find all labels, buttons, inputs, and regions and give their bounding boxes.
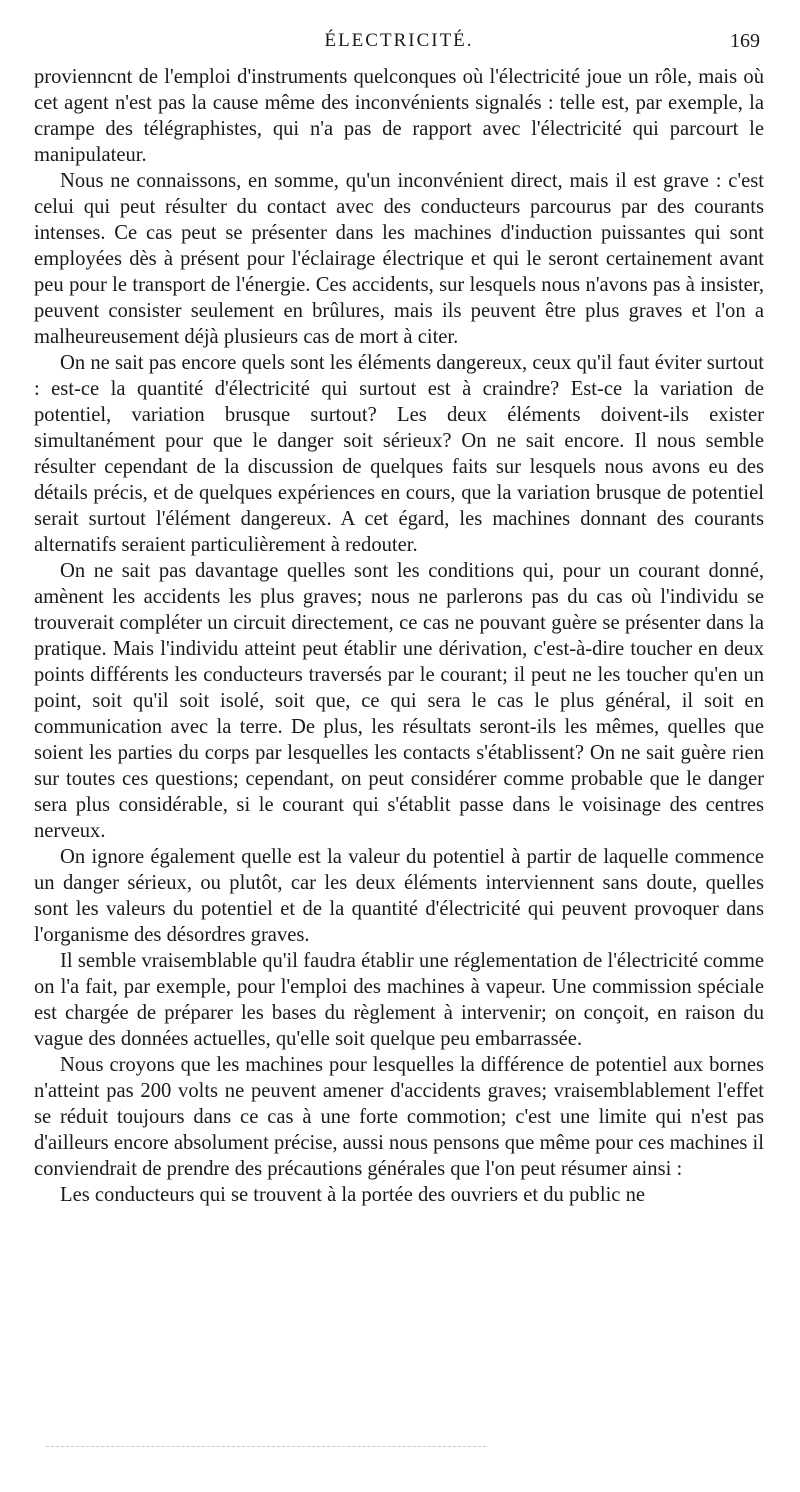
- paragraph: Les conducteurs qui se trouvent à la portée des ouvriers et du public ne: [60, 1184, 646, 1206]
- paragraph: On ne sait pas encore quels sont les éléments dangereux, ceux qu'il faut éviter surtout : est-ce la quantité d'électricité qui surtout est à craindre? Est-ce la variation de potentiel, variation brusque surtout? Les deux éléments doivent-ils exister simultanément pour que le danger soit sérieux? On ne sait encore. Il nous semble résulter cependant de la discussion de quelques faits sur lesquels nous avons eu des détails précis, et de quelques expériences en cours, que la variation brusque de potentiel serait surtout l'élément dangereux. A cet égard, les machines donnant des courants alternatifs seraient particulièrement à redouter.: [34, 352, 764, 556]
- paragraph: Nous ne connaissons, en somme, qu'un inconvénient direct, mais il est grave : c'est celui qui peut résulter du contact avec des conducteurs parcourus par des courants intenses. Ce cas peut se présenter dans les machines d'induction puissantes qui sont employées dès à présent pour l'éclairage électrique et qui le seront certainement avant peu pour le transport de l'énergie. Ces accidents, sur lesquels nous n'avons pas à insister, peuvent consister seulement en brûlures, mais ils peuvent être plus graves et l'on a malheureusement déjà plusieurs cas de mort à citer.: [34, 170, 764, 348]
- paragraph: Nous croyons que les machines pour lesquelles la différence de potentiel aux bornes n'atteint pas 200 volts ne peuvent amener d'accidents graves; vraisemblablement l'effet se réduit toujours dans ce cas à une forte commotion; c'est une limite qui n'est pas d'ailleurs encore absolument précise, aussi nous pensons que même pour ces machines il conviendrait de prendre des précautions générales que l'on peut résumer ainsi :: [34, 1054, 764, 1180]
- body-text: [34, 64, 764, 1208]
- paragraph: On ne sait pas davantage quelles sont les conditions qui, pour un courant donné, amènent les accidents les plus graves; nous ne parlerons pas du cas où l'individu se trouverait compléter un circuit directement, ce cas ne pouvant guère se présenter dans la pratique. Mais l'individu atteint peut établir une dérivation, c'est-à-dire toucher en deux points différents les conducteurs traversés par le courant; il peut ne les toucher qu'en un point, soit qu'il soit isolé, soit que, ce qui sera le cas le plus général, il soit en communication avec la terre. De plus, les résultats seront-ils les mêmes, quelles que soient les parties du corps par lesquelles les contacts s'établissent? On ne sait guère rien sur toutes ces questions; cependant, on peut considérer comme probable que le danger sera plus considérable, si le courant qui s'établit passe dans le voisinage des centres nerveux.: [34, 560, 764, 842]
- paragraph: On ignore également quelle est la valeur du potentiel à partir de laquelle commence un danger sérieux, ou plutôt, car les deux éléments interviennent sans doute, quelles sont les valeurs du potentiel et de la quantité d'électricité qui peuvent provoquer dans l'organisme des désordres graves.: [34, 846, 764, 946]
- running-head: [34, 30, 764, 56]
- page-number: 169: [730, 30, 760, 52]
- book-page: [34, 0, 764, 1492]
- footer-divider: [46, 1446, 486, 1447]
- paragraph: Il semble vraisemblable qu'il faudra établir une réglementation de l'électricité comme on l'a fait, par exemple, pour l'emploi des machines à vapeur. Une commission spéciale est chargée de préparer les bases du règlement à intervenir; on conçoit, en raison du vague des données actuelles, qu'elle soit quelque peu embarrassée.: [34, 950, 764, 1050]
- paragraph: provienncnt de l'emploi d'instruments quelconques où l'électricité joue un rôle, mais où cet agent n'est pas la cause même des inconvénients signalés : telle est, par exemple, la crampe des télégraphistes, qui n'a pas de rapport avec l'électricité qui parcourt le manipulateur.: [34, 66, 764, 166]
- running-title: ÉLECTRICITÉ.: [324, 30, 474, 51]
